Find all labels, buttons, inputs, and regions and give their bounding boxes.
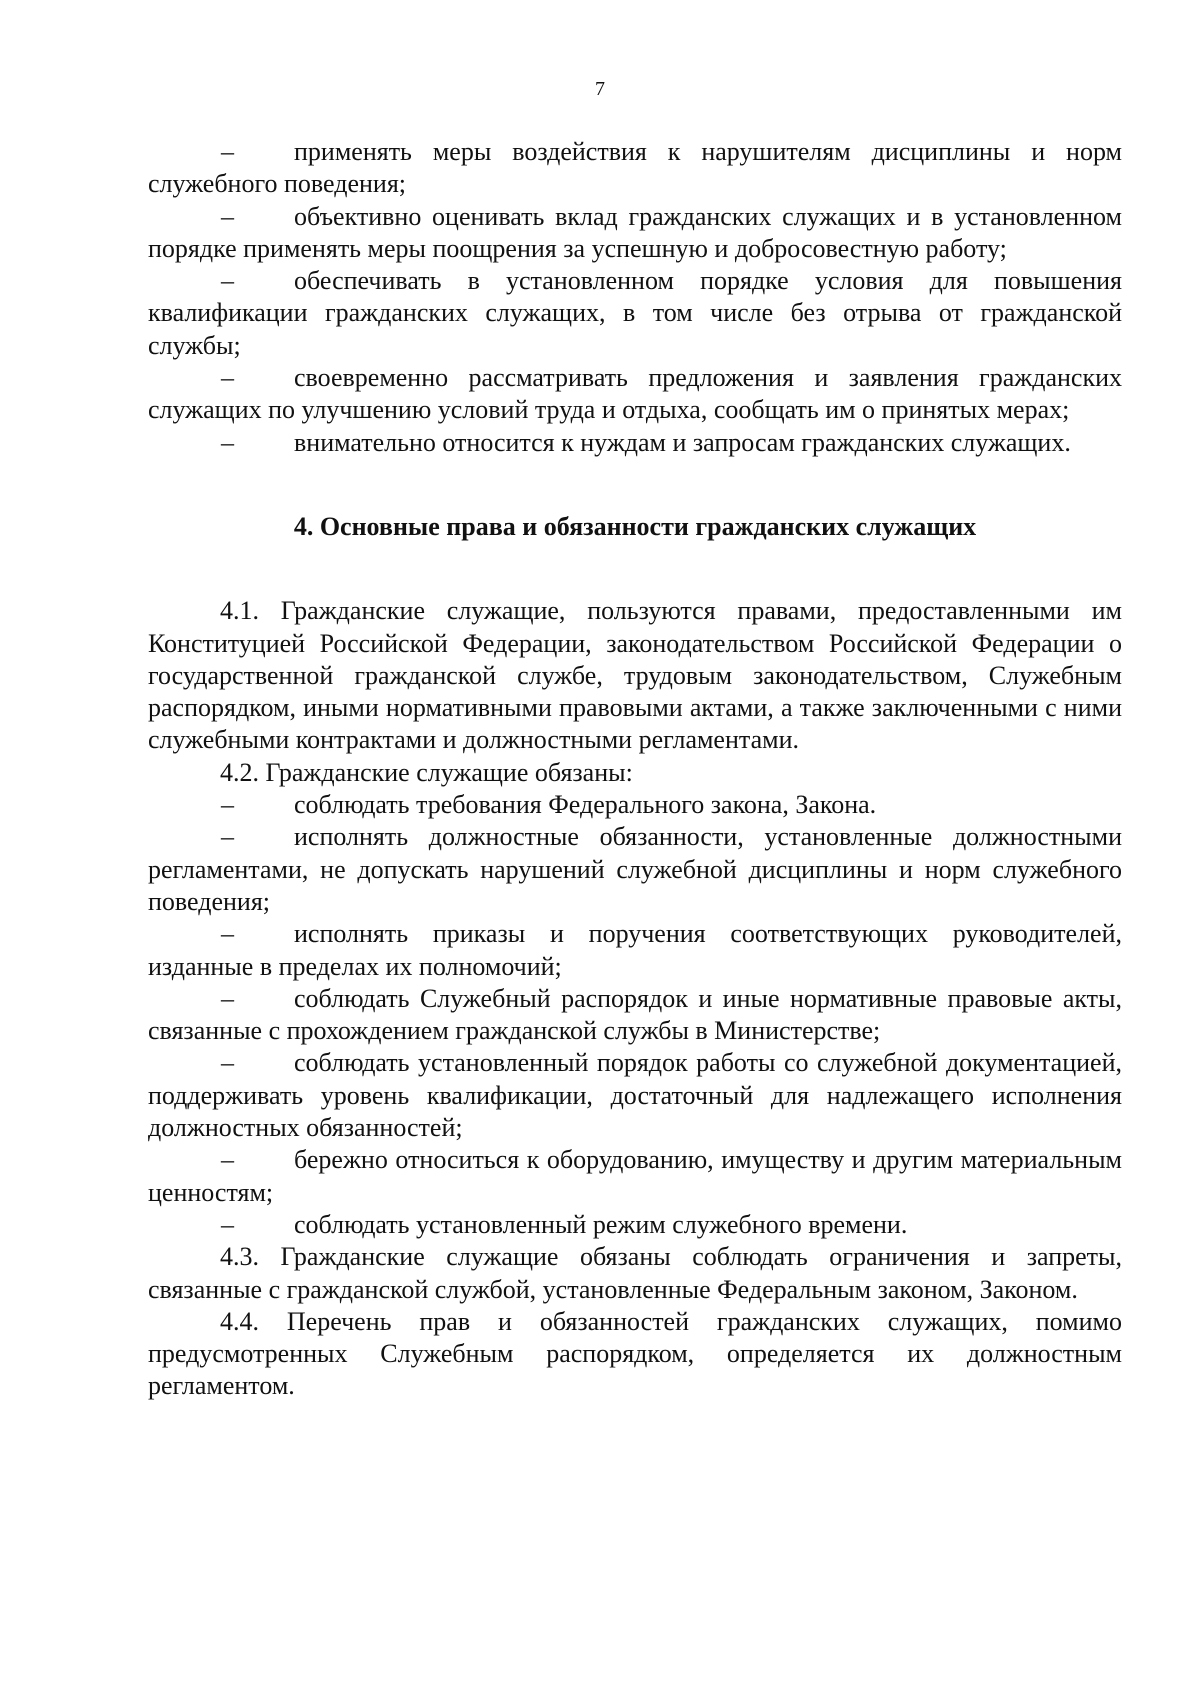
paragraph-4-2: 4.2. Гражданские служащие обязаны:: [220, 757, 633, 787]
document-body: [148, 136, 1122, 1403]
dash-marker: –: [221, 201, 234, 231]
dash-marker: –: [221, 137, 234, 166]
dash-marker: –: [221, 266, 234, 296]
list-item: – применять меры воздействия к нарушителям дисциплины и норм служебного поведения;: [148, 137, 1122, 199]
section-heading: 4. Основные права и обязанности гражданских служащих: [293, 511, 977, 541]
dash-marker: –: [221, 1145, 234, 1175]
list-item: – соблюдать установленный порядок работы со служебной документацией, поддерживать уровень квалификации, достаточный для надлежащего исполнения должностных обязанностей;: [148, 1048, 1122, 1143]
dash-marker: –: [221, 427, 234, 457]
list-item: – внимательно относится к нуждам и запросам гражданских служащих.: [148, 427, 1122, 459]
dash-marker: –: [221, 363, 234, 393]
dash-marker: –: [221, 983, 234, 1013]
dash-marker: –: [221, 822, 234, 852]
list-item: – своевременно рассматривать предложения и заявления гражданских служащих по улучшению условий труда и отдыха, сообщать им о принятых мерах;: [148, 363, 1122, 425]
paragraph-4-3: 4.3. Гражданские служащие обязаны соблюдать ограничения и запреты, связанные с гражданской службой, установленные Федеральным законом, Законом.: [148, 1242, 1122, 1304]
list-item: – бережно относиться к оборудованию, имуществу и другим материальным ценностям;: [148, 1145, 1122, 1207]
page-number: 7: [595, 78, 605, 100]
list-item: – объективно оценивать вклад гражданских служащих и в установленном порядке применять меры поощрения за успешную и добросовестную работу;: [148, 201, 1122, 263]
dash-marker: –: [221, 790, 234, 820]
dash-marker: –: [221, 919, 234, 949]
paragraph-4-4: 4.4. Перечень прав и обязанностей гражданских служащих, помимо предусмотренных Служебным распорядком, определяется их должностным регламентом.: [148, 1306, 1122, 1401]
list-item: – исполнять приказы и поручения соответствующих руководителей, изданные в пределах их полномочий;: [148, 919, 1122, 981]
list-item: – исполнять должностные обязанности, установленные должностными регламентами, не допускать нарушений служебной дисциплины и норм служебного поведения;: [148, 822, 1122, 916]
list-item: – соблюдать требования Федерального закона, Закона.: [148, 789, 1122, 821]
dash-marker: –: [221, 1048, 234, 1078]
list-item: – соблюдать установленный режим служебного времени.: [148, 1209, 1122, 1241]
dash-marker: –: [221, 1209, 234, 1239]
paragraph-4-1: 4.1. Гражданские служащие, пользуются правами, предоставленными им Конституцией Российской Федерации, законодательством Российской Федерации о государственной гражданской службе, трудовым законодательством, Служебным распорядком, иными нормативными правовыми актами, а также заключенными с ними служебными контрактами и должностными регламентами.: [148, 596, 1122, 755]
list-item: – обеспечивать в установленном порядке условия для повышения квалификации гражданских служащих, в том числе без отрыва от гражданской службы;: [148, 266, 1122, 360]
list-item: – соблюдать Служебный распорядок и иные нормативные правовые акты, связанные с прохождением гражданской службы в Министерстве;: [148, 983, 1122, 1046]
